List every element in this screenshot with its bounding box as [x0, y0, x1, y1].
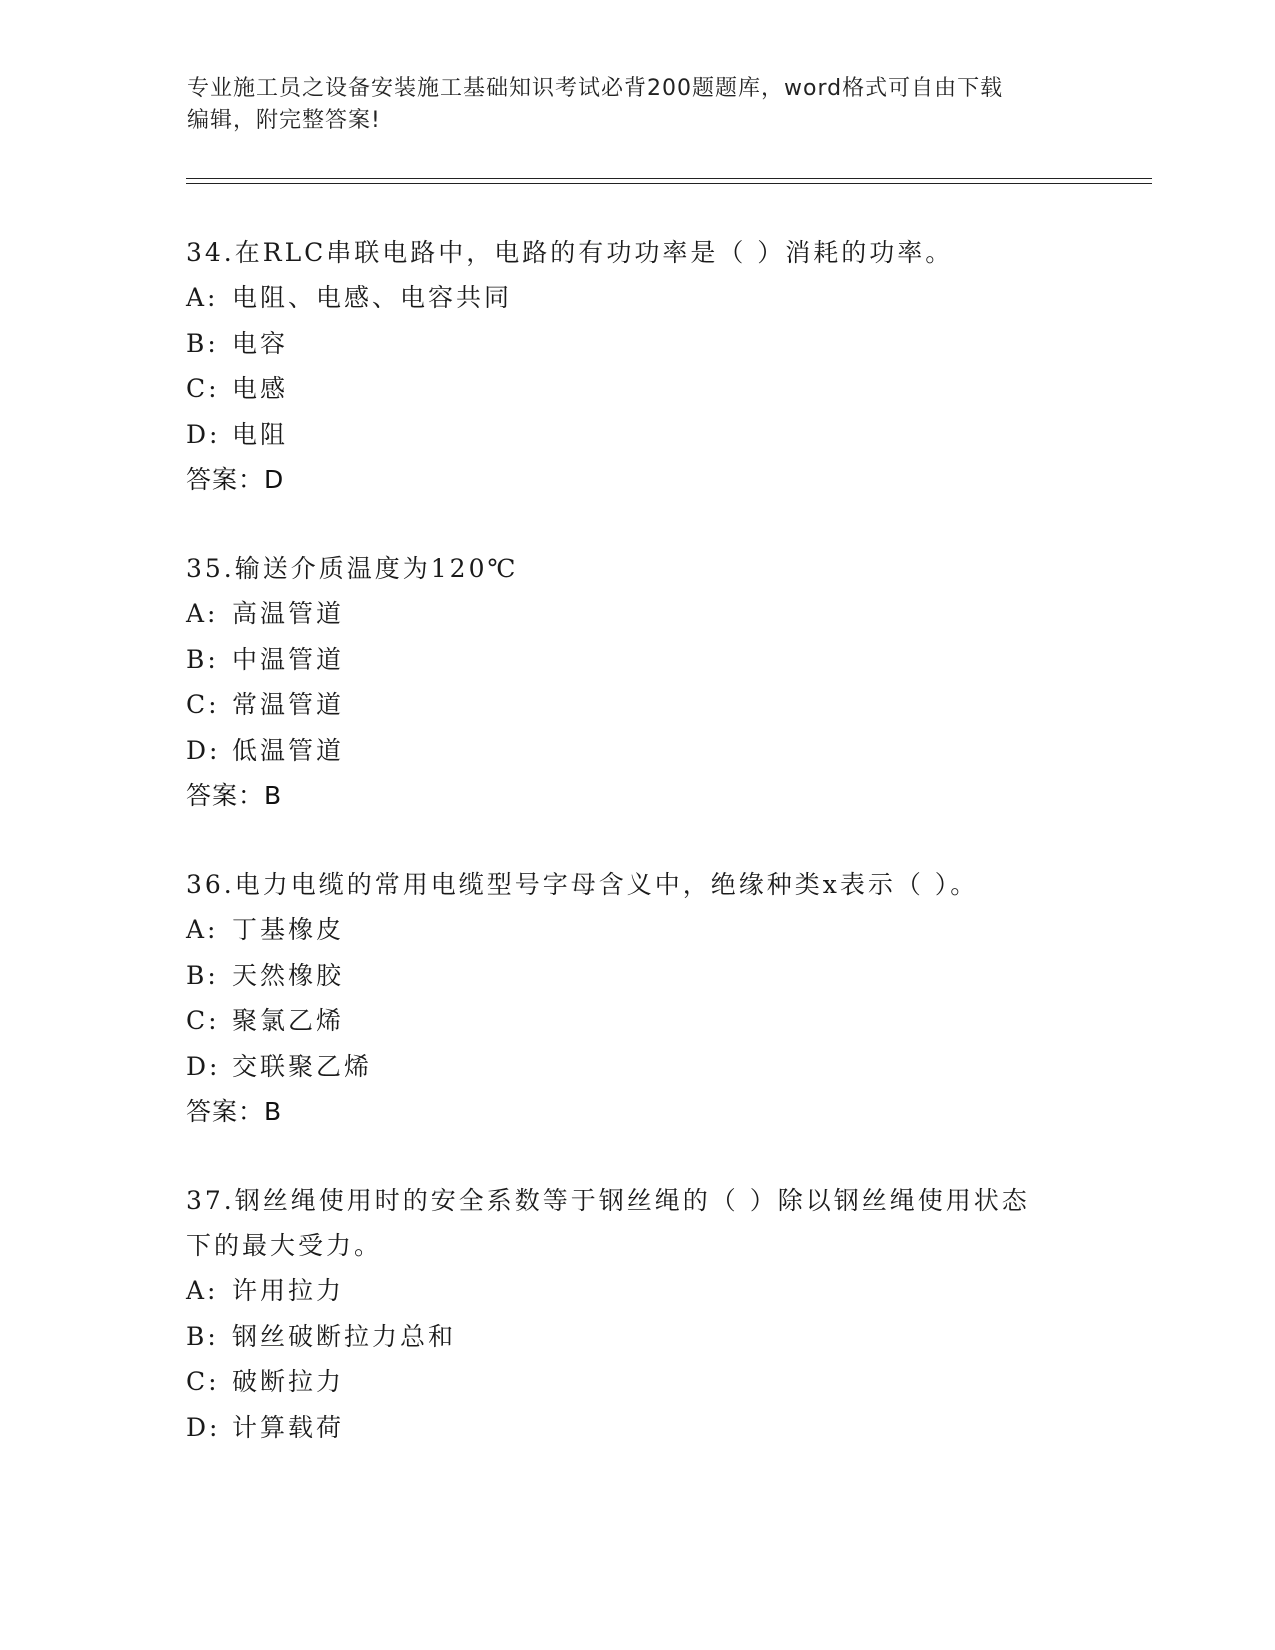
option-b — [186, 637, 1086, 683]
option-letter: B: — [186, 1321, 219, 1351]
option-letter: C: — [186, 690, 220, 719]
option-text: 电阻 — [232, 419, 289, 449]
header-line-2: 编辑，附完整答案! — [187, 108, 381, 133]
answer: 答案：B — [186, 781, 283, 810]
header-divider-bottom — [186, 183, 1152, 184]
option-text: 高温管道 — [232, 599, 345, 628]
answer: 答案：D — [186, 465, 285, 494]
option-letter: B: — [186, 644, 219, 674]
option-letter: D: — [186, 419, 221, 449]
option-c — [186, 366, 1086, 412]
option-c — [186, 1359, 1086, 1405]
option-letter: D: — [186, 735, 221, 765]
option-d — [186, 412, 1086, 458]
option-text: 聚氯乙烯 — [232, 1006, 345, 1035]
option-b — [186, 321, 1086, 367]
option-text: 破断拉力 — [232, 1367, 345, 1396]
option-d — [186, 1044, 1086, 1090]
option-text: 交联聚乙烯 — [232, 1051, 373, 1081]
option-text: 天然橡胶 — [232, 960, 345, 990]
option-text: 常温管道 — [232, 690, 345, 719]
answer: 答案：B — [186, 1097, 283, 1126]
option-letter: C: — [186, 1006, 220, 1035]
option-b — [186, 953, 1086, 999]
question-34 — [186, 230, 1086, 502]
option-d — [186, 1405, 1086, 1451]
option-a — [186, 907, 1086, 953]
option-text: 低温管道 — [232, 735, 345, 765]
option-c — [186, 682, 1086, 728]
option-a — [186, 275, 1086, 321]
header-line-1: 专业施工员之设备安装施工基础知识考试必背200题题库，word格式可自由下载 — [187, 76, 1004, 101]
document-header — [187, 73, 1067, 137]
option-text: 电容 — [232, 328, 289, 358]
question-stem: 34.在RLC串联电路中，电路的有功功率是（ ）消耗的功率。 — [186, 238, 954, 267]
option-letter: C: — [186, 1367, 220, 1396]
option-letter: D: — [186, 1051, 221, 1081]
option-letter: D: — [186, 1412, 221, 1442]
option-text: 电感 — [232, 374, 289, 403]
option-b — [186, 1314, 1086, 1360]
question-36 — [186, 862, 1086, 1134]
option-letter: A: — [186, 1276, 219, 1305]
option-text: 计算载荷 — [232, 1412, 345, 1442]
question-stem: 36.电力电缆的常用电缆型号字母含义中，绝缘种类x表示（ ）。 — [186, 870, 979, 899]
option-c — [186, 998, 1086, 1044]
option-text: 许用拉力 — [232, 1276, 345, 1305]
option-letter: A: — [186, 599, 219, 628]
question-37 — [186, 1178, 1086, 1450]
option-letter: A: — [186, 283, 219, 312]
question-stem-line-1: 37.钢丝绳使用时的安全系数等于钢丝绳的（ ）除以钢丝绳使用状态 — [186, 1186, 1030, 1215]
question-35 — [186, 546, 1086, 818]
question-stem: 35.输送介质温度为120℃ — [186, 554, 519, 583]
option-text: 丁基橡皮 — [232, 915, 345, 944]
option-letter: C: — [186, 374, 220, 403]
option-letter: B: — [186, 960, 219, 990]
option-text: 钢丝破断拉力总和 — [232, 1321, 457, 1351]
option-text: 中温管道 — [232, 644, 345, 674]
question-stem-line-2: 下的最大受力。 — [186, 1231, 383, 1260]
option-a — [186, 591, 1086, 637]
header-divider-top — [186, 178, 1152, 179]
option-d — [186, 728, 1086, 774]
option-text: 电阻、电感、电容共同 — [232, 283, 513, 312]
option-letter: B: — [186, 328, 219, 358]
option-a — [186, 1268, 1086, 1314]
option-letter: A: — [186, 915, 219, 944]
